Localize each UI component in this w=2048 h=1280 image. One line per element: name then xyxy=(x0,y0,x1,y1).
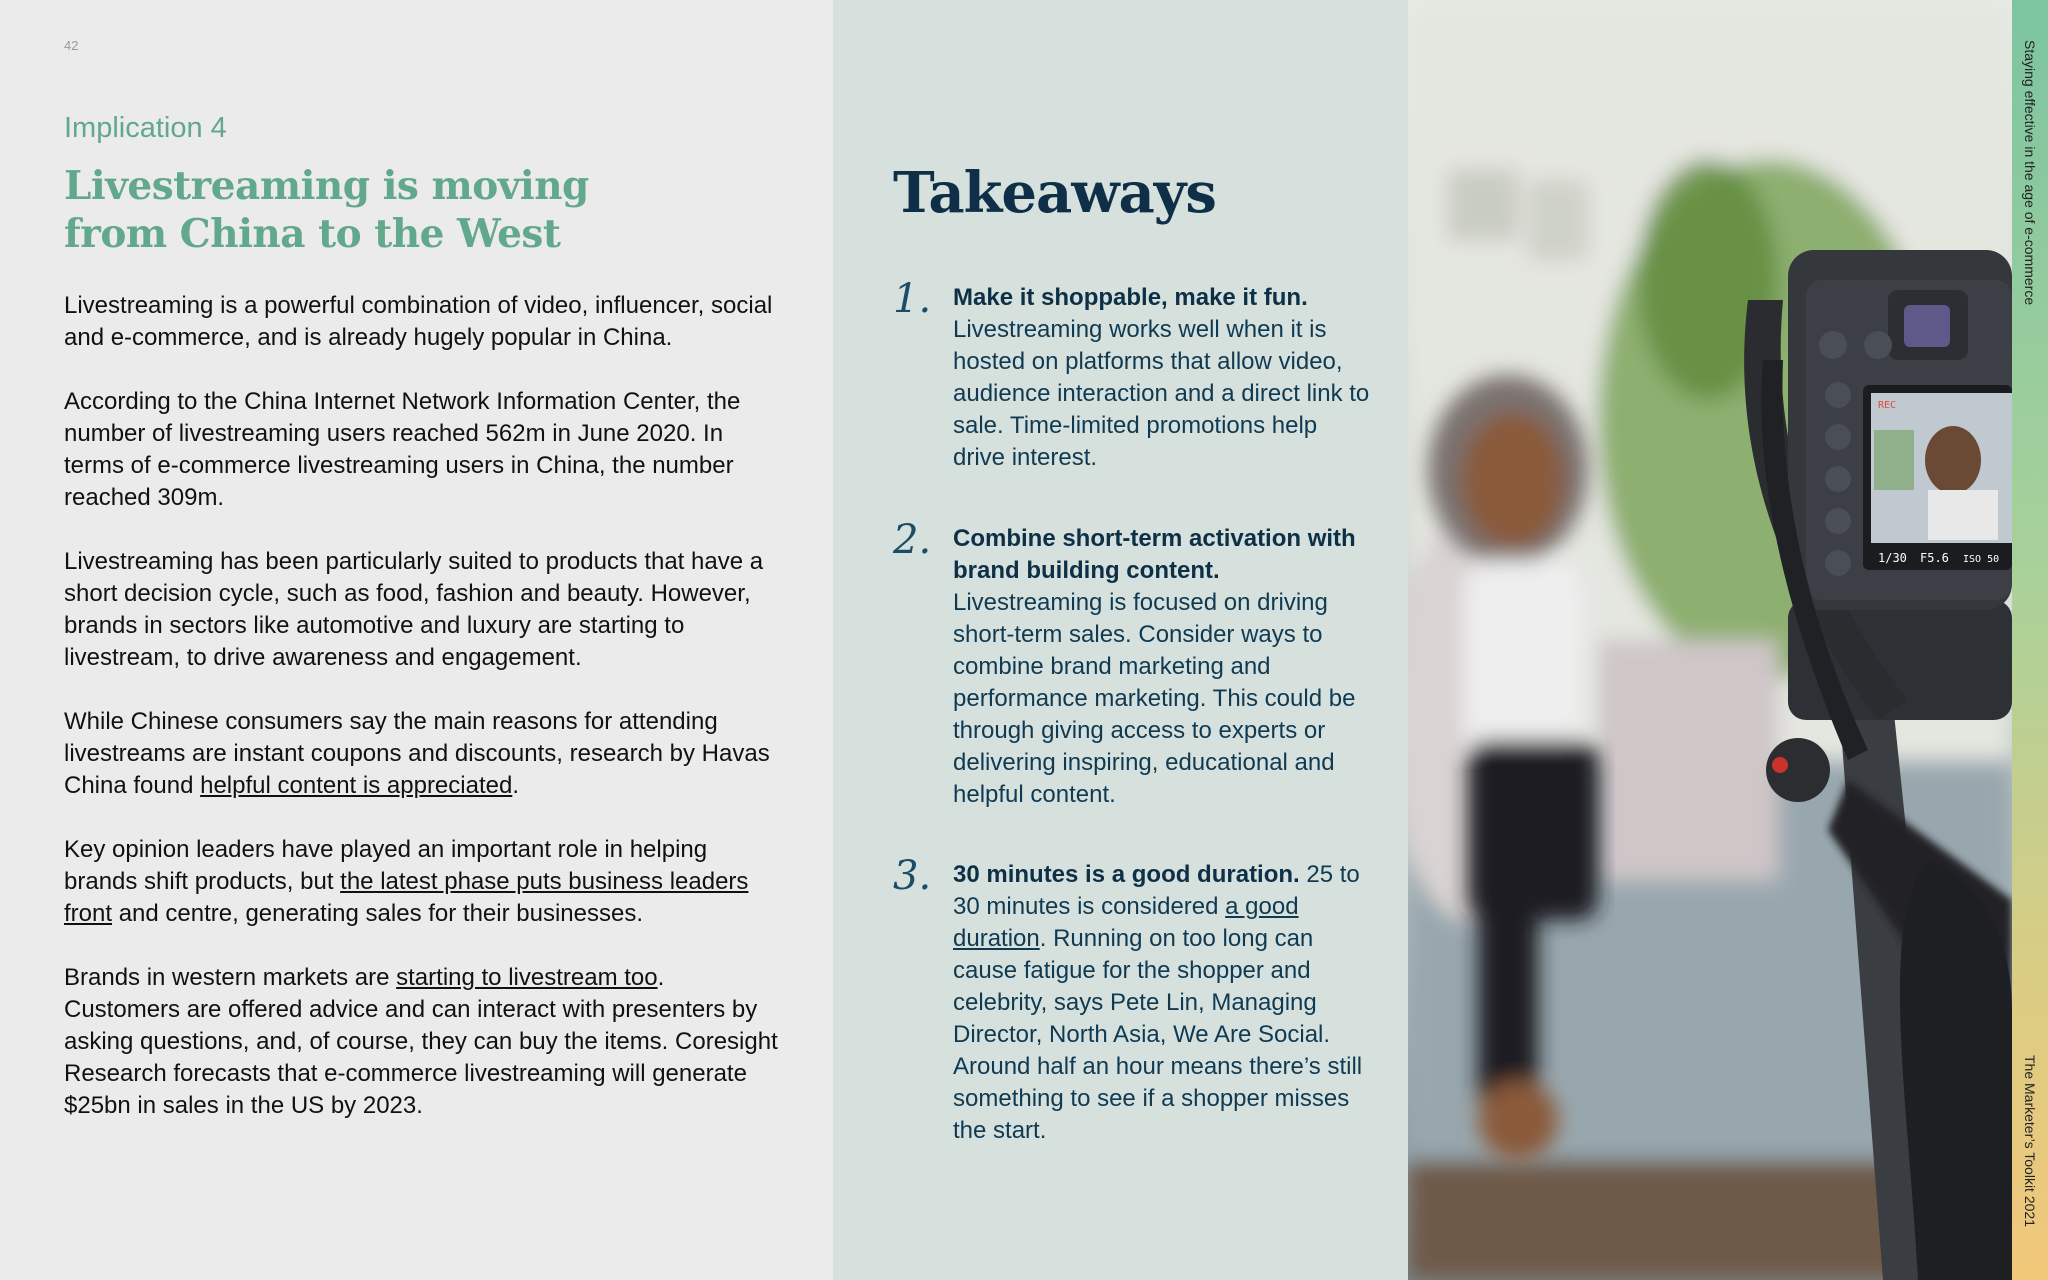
paragraph-6-text: Brands in western markets are xyxy=(64,964,397,991)
headline-line-1: Livestreaming is moving xyxy=(64,163,589,209)
implication-panel xyxy=(0,0,833,1280)
takeaway-number-3: 3. xyxy=(893,853,932,899)
business-leaders-link[interactable]: the latest phase puts business leaders front xyxy=(64,868,749,927)
camera-iso: ISO 50 xyxy=(1963,554,2000,565)
section-kicker: Implication 4 xyxy=(64,112,227,144)
sidebar-bottom-label: The Marketer’s Toolkit 2021 xyxy=(2022,1055,2038,1227)
takeaway-number-2: 2. xyxy=(893,517,932,563)
paragraph-4 xyxy=(64,706,784,802)
takeaway-body-1: Livestreaming works well when it is hosted on platforms that allow video, audience interaction and a direct link to sale. Time-limited promotions help drive interest. xyxy=(953,316,1370,471)
page-headline xyxy=(64,162,684,258)
takeaway-body-3b: . Running on too long can cause fatigue for the shopper and celebrity, says Pete Lin, Managing Director, North Asia, We Are Social. Around half an hour means there’s still something to see if a shopper misses the start. xyxy=(953,925,1363,1144)
camera-shutter: 1/30 xyxy=(1878,551,1907,565)
paragraph-1: Livestreaming is a powerful combination of video, influencer, social and e-commerce, and is already hugely popular in China. xyxy=(64,292,773,351)
paragraph-5-end: and centre, generating sales for their businesses. xyxy=(112,900,644,927)
starting-to-livestream-link[interactable]: starting to livestream too xyxy=(396,964,658,991)
sidebar-top-label: Staying effective in the age of e-commerce xyxy=(2022,40,2038,306)
paragraph-4-text: While Chinese consumers say the main reasons for attending livestreams are instant coupons and discounts, research by Havas China found xyxy=(64,708,770,799)
takeaway-body-3a: 25 to 30 minutes is considered xyxy=(953,861,1360,920)
paragraph-3: Livestreaming has been particularly suited to products that have a short decision cycle, such as food, fashion and beauty. However, brands in sectors like automotive and luxury are starting to livestream, to drive awareness and engagement. xyxy=(64,548,764,671)
takeaway-heading-1: Make it shoppable, make it fun. xyxy=(953,284,1308,311)
helpful-content-link[interactable]: helpful content is appreciated xyxy=(200,772,513,799)
camera-aperture: F5.6 xyxy=(1920,551,1949,565)
takeaway-number-1: 1. xyxy=(893,276,932,322)
takeaways-title: Takeaways xyxy=(893,160,1216,226)
paragraph-4-end: . xyxy=(512,772,519,799)
livestream-camera-photo xyxy=(1408,0,2012,1280)
takeaways-panel xyxy=(833,0,1408,1280)
page-number: 42 xyxy=(64,38,79,53)
article-body xyxy=(64,290,784,1154)
paragraph-5 xyxy=(64,834,784,930)
camera-scene-illustration xyxy=(1408,0,2012,1280)
camera-rec-label: REC xyxy=(1878,400,1897,411)
takeaway-text-3 xyxy=(953,859,1373,1147)
takeaway-text-1 xyxy=(953,282,1373,474)
takeaway-heading-2: Combine short-term activation with brand building content. xyxy=(953,525,1356,584)
paragraph-5-text: Key opinion leaders have played an important role in helping brands shift products, but xyxy=(64,836,708,895)
paragraph-6 xyxy=(64,962,784,1122)
good-duration-link[interactable]: a good duration xyxy=(953,893,1299,952)
headline-line-2: from China to the West xyxy=(64,211,561,257)
takeaway-heading-3: 30 minutes is a good duration. xyxy=(953,861,1300,888)
paragraph-6-end: . Customers are offered advice and can interact with presenters by asking questions, and, of course, they can buy the items. Coresight Research forecasts that e-commerce livestreaming will generate $25bn in sales in the US by 2023. xyxy=(64,964,778,1119)
paragraph-2: According to the China Internet Network Information Center, the number of livestreaming users reached 562m in June 2020. In terms of e-commerce livestreaming users in China, the number reached 309m. xyxy=(64,388,741,511)
takeaway-text-2 xyxy=(953,523,1373,811)
takeaway-body-2: Livestreaming is focused on driving short-term sales. Consider ways to combine brand marketing and performance marketing. This could be through giving access to experts or delivering inspiring, educational and helpful content. xyxy=(953,589,1356,808)
